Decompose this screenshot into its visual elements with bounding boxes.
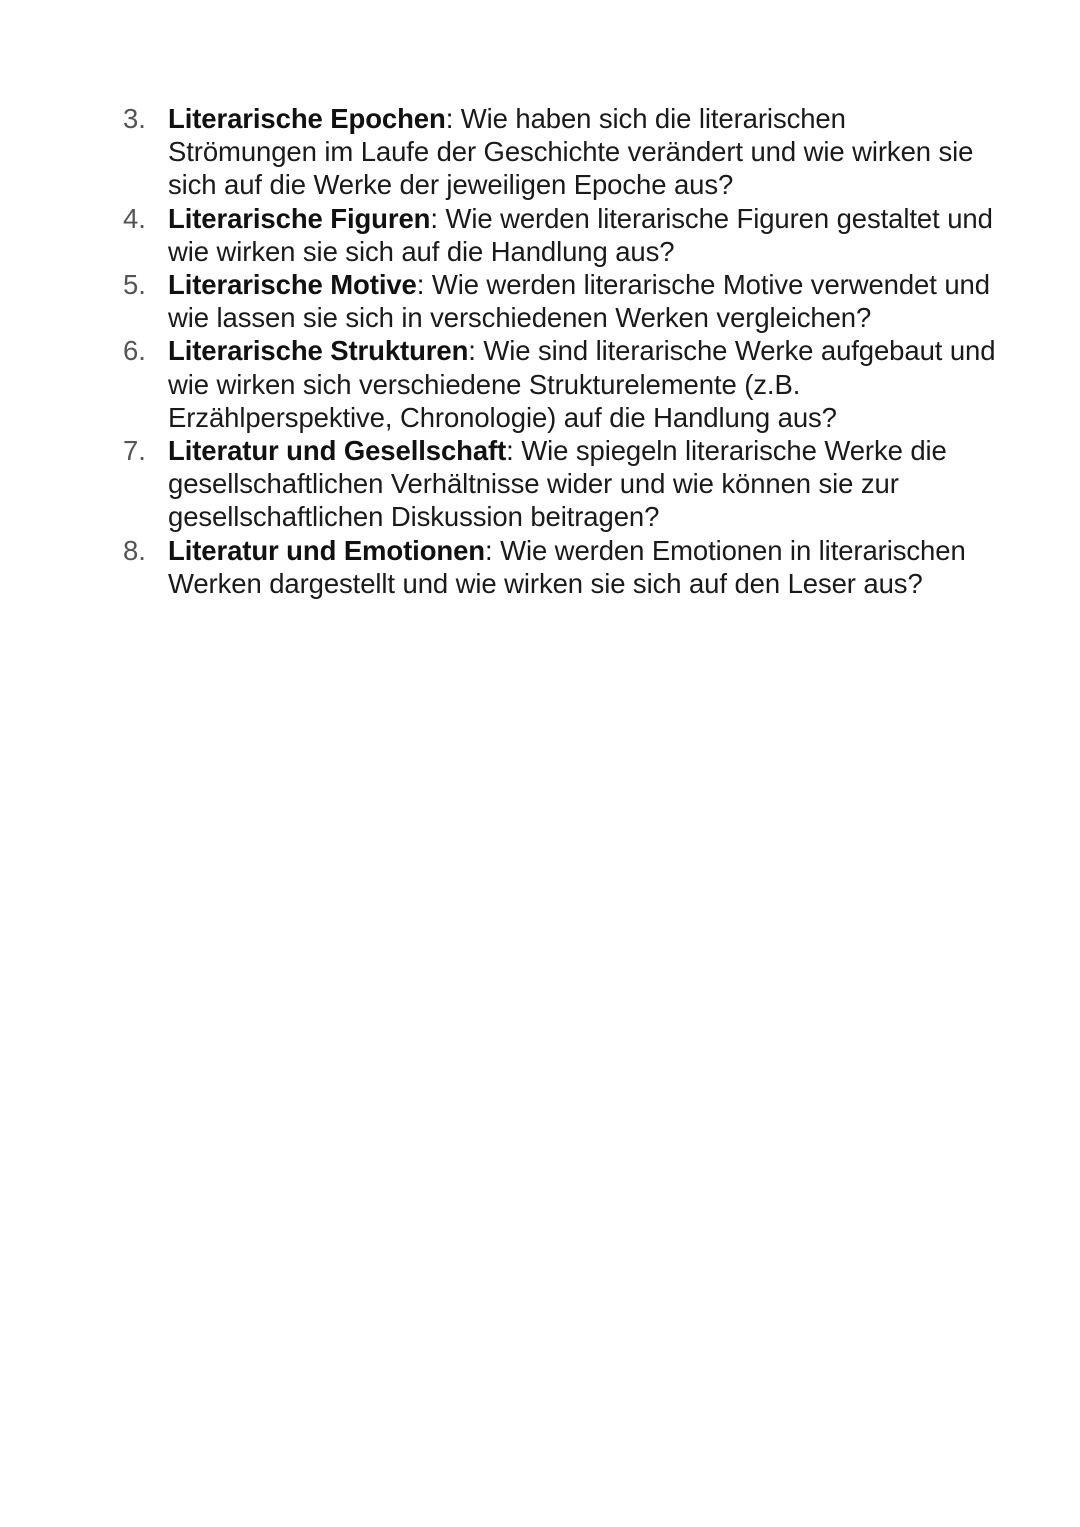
topic-list [120, 102, 1000, 600]
item-number: 3. [123, 103, 146, 134]
item-number: 8. [123, 534, 146, 566]
item-colon: : [485, 534, 493, 566]
item-text: Wie haben sich die literarischen Strömungen im Laufe der Geschichte verändert und wie wirken sie sich auf die Werke der jeweiligen Epoche aus? [168, 103, 974, 201]
list-item [120, 334, 1000, 434]
item-term: Literarische Motive [168, 269, 417, 301]
item-text: Wie werden literarische Figuren gestaltet und wie wirken sie sich auf die Handlung aus? [168, 202, 993, 267]
item-number: 4. [123, 202, 146, 234]
list-item [120, 434, 1000, 534]
list-item [120, 534, 1000, 600]
item-term: Literarische Strukturen [168, 335, 469, 367]
item-term: Literatur und Emotionen [168, 534, 485, 566]
item-colon: : [506, 435, 514, 467]
item-colon: : [468, 335, 476, 367]
item-term: Literatur und Gesellschaft [168, 435, 507, 467]
item-colon: : [416, 269, 425, 301]
list-item [120, 202, 1000, 268]
item-number: 5. [123, 269, 146, 301]
item-text: Wie spiegeln literarische Werke die gesellschaftlichen Verhältnisse wider und wie können sie zur gesellschaftlichen Diskussion beitragen? [168, 435, 947, 533]
item-number: 6. [123, 335, 146, 367]
item-term: Literarische Epochen [168, 103, 446, 134]
item-text: Wie werden Emotionen in literarischen Werken dargestellt und wie wirken sie sich auf den Leser aus? [168, 534, 966, 599]
item-colon: : [430, 202, 438, 234]
item-text: Wie sind literarische Werke aufgebaut und wie wirken sich verschiedene Strukturelemente (z.B. Erzählperspektive, Chronologie) auf die Handlung aus? [168, 335, 996, 433]
item-term: Literarische Figuren [168, 202, 431, 234]
item-text: Wie werden literarische Motive verwendet und wie lassen sie sich in verschiedenen Werken vergleichen? [168, 269, 990, 334]
item-number: 7. [123, 435, 146, 467]
item-colon: : [445, 103, 454, 134]
list-item [120, 268, 1000, 334]
list-item [120, 102, 1000, 202]
